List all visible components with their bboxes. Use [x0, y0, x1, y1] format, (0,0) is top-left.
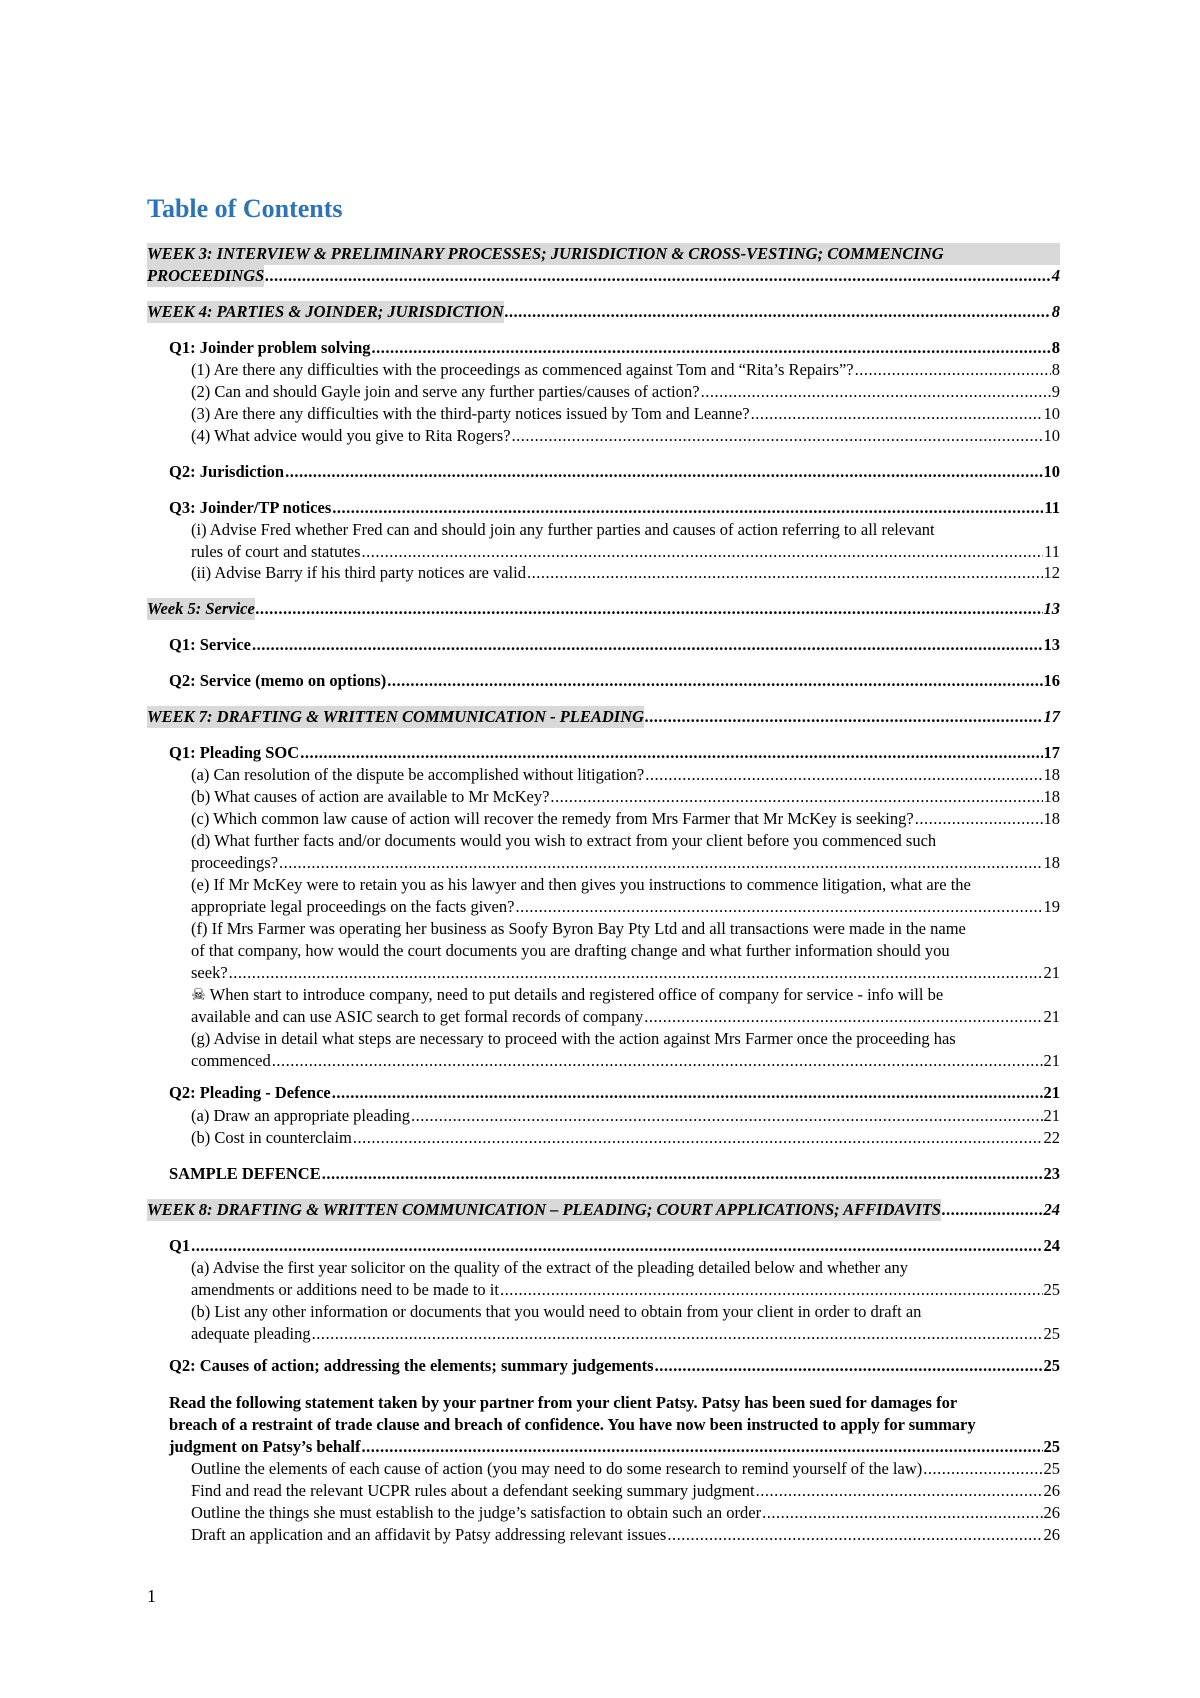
toc-entry[interactable] — [147, 1163, 1060, 1185]
toc-entry[interactable] — [147, 742, 1060, 764]
toc-entry-title: (1) Are there any difficulties with the proceedings as commenced against Tom and “Rita’s Repairs”? — [191, 360, 854, 379]
toc-entry[interactable] — [147, 381, 1060, 403]
toc-page-number: 21 — [1043, 1106, 1060, 1125]
toc-entry-title: commenced — [191, 1051, 271, 1070]
toc-page-number: 24 — [1043, 1236, 1060, 1255]
dot-leader — [229, 962, 1043, 984]
dot-leader — [645, 764, 1042, 786]
dot-leader — [855, 359, 1051, 381]
toc-entry-title: (3) Are there any difficulties with the third-party notices issued by Tom and Leanne? — [191, 404, 750, 423]
toc-page-number: 9 — [1051, 382, 1060, 401]
toc-entry[interactable] — [147, 670, 1060, 692]
toc-entry[interactable] — [147, 918, 1060, 984]
toc-entry[interactable] — [147, 1235, 1060, 1257]
dot-leader — [512, 425, 1043, 447]
toc-entry[interactable] — [147, 830, 1060, 874]
toc-entry[interactable] — [147, 1355, 1060, 1377]
toc-entry-title: (b) What causes of action are available to Mr McKey? — [191, 787, 550, 806]
toc-entry-title: available and can use ASIC search to get formal records of company — [191, 1007, 644, 1026]
toc-entry-line: (a) Advise the first year solicitor on the quality of the extract of the pleading detailed below and whether any — [191, 1258, 909, 1277]
toc-entry-title: (a) Draw an appropriate pleading — [191, 1106, 410, 1125]
toc-page-number: 13 — [1043, 635, 1060, 654]
toc-entry[interactable] — [147, 786, 1060, 808]
toc-entry-line: of that company, how would the court documents you are drafting change and what further information should you — [191, 941, 950, 960]
dot-leader — [372, 337, 1051, 359]
toc-entry-line: (i) Advise Fred whether Fred can and should join any further parties and causes of action referring to all relevant — [191, 520, 935, 539]
toc-page-number: 17 — [1043, 743, 1060, 762]
toc-entry-title: appropriate legal proceedings on the facts given? — [191, 897, 515, 916]
toc-page-number: 26 — [1043, 1525, 1060, 1544]
dot-leader — [923, 1458, 1042, 1480]
toc-entry-title: Q1: Joinder problem solving — [169, 338, 371, 357]
toc-page-number: 21 — [1043, 1083, 1060, 1102]
toc-entry[interactable] — [147, 497, 1060, 519]
toc-entry-line: WEEK 3: INTERVIEW & PRELIMINARY PROCESSES; JURISDICTION & CROSS-VESTING; COMMENCING — [147, 243, 1060, 265]
toc-entry-title: adequate pleading — [191, 1324, 311, 1343]
dot-leader — [300, 742, 1042, 764]
toc-page-number: 21 — [1043, 1051, 1060, 1070]
toc-entry-title: Week 5: Service — [147, 599, 255, 618]
dot-leader — [515, 896, 1042, 918]
dot-leader — [644, 1006, 1042, 1028]
toc-page-number: 24 — [1043, 1200, 1060, 1219]
dot-leader — [527, 562, 1043, 584]
toc-entry-title: Outline the things she must establish to the judge’s satisfaction to obtain such an order — [191, 1503, 762, 1522]
toc-page-number: 19 — [1043, 897, 1060, 916]
toc-entry-title: rules of court and statutes — [191, 542, 361, 561]
toc-entry-title: (b) Cost in counterclaim — [191, 1128, 352, 1147]
toc-page-number: 12 — [1043, 563, 1060, 582]
dot-leader — [272, 1050, 1043, 1072]
toc-entry[interactable] — [147, 874, 1060, 918]
toc-page-number: 26 — [1043, 1481, 1060, 1500]
dot-leader — [353, 1127, 1043, 1149]
toc-entry[interactable] — [147, 1524, 1060, 1546]
toc-page-number: 18 — [1043, 809, 1060, 828]
toc-entry-line: (d) What further facts and/or documents would you wish to extract from your client before you commenced such — [191, 831, 937, 850]
dot-leader — [332, 497, 1043, 519]
toc-entry[interactable] — [147, 1082, 1060, 1104]
dot-leader — [667, 1524, 1042, 1546]
toc-page-number: 8 — [1051, 360, 1060, 379]
dot-leader — [256, 598, 1043, 620]
toc-entry-line: breach of a restraint of trade clause and breach of confidence. You have now been instructed to apply for summary — [169, 1415, 976, 1434]
toc-page-number: 10 — [1043, 462, 1060, 481]
toc-page-number: 10 — [1043, 426, 1060, 445]
toc-entry[interactable] — [147, 461, 1060, 483]
dot-leader — [550, 786, 1042, 808]
toc-page-number: 21 — [1043, 1007, 1060, 1026]
toc-page-number: 8 — [1051, 338, 1060, 357]
toc-entry-line: ☠ When start to introduce company, need to put details and registered office of company for service - info will be — [191, 985, 944, 1004]
toc-entry[interactable] — [147, 1458, 1060, 1480]
toc-entry-line: (b) List any other information or documents that you would need to obtain from your client in order to draft an — [191, 1302, 922, 1321]
toc-page-number: 16 — [1043, 671, 1060, 690]
toc-entry-title: PROCEEDINGS — [147, 266, 265, 285]
toc-entry-title: Q1: Service — [169, 635, 252, 654]
dot-leader — [655, 1355, 1043, 1377]
toc-entry-title: WEEK 4: PARTIES & JOINDER; JURISDICTION — [147, 302, 504, 321]
toc-entry[interactable] — [147, 337, 1060, 359]
toc-entry-title: Q1 — [169, 1236, 191, 1255]
page-number: 1 — [147, 1586, 156, 1606]
toc-entry[interactable] — [147, 1257, 1060, 1301]
dot-leader — [645, 706, 1042, 728]
toc-page-number: 21 — [1043, 963, 1060, 982]
dot-leader — [252, 634, 1042, 656]
toc-entry[interactable] — [147, 1480, 1060, 1502]
dot-leader — [701, 381, 1051, 403]
toc-entry-line: (e) If Mr McKey were to retain you as his lawyer and then gives you instructions to commence litigation, what are the — [191, 875, 971, 894]
toc-page-number: 18 — [1043, 765, 1060, 784]
dot-leader — [285, 461, 1042, 483]
toc-entry-title: amendments or additions need to be made to it — [191, 1280, 499, 1299]
toc-entry[interactable] — [147, 359, 1060, 381]
dot-leader — [762, 1502, 1042, 1524]
toc-page-number: 18 — [1043, 787, 1060, 806]
dot-leader — [312, 1323, 1043, 1345]
toc-page-number: 8 — [1051, 302, 1060, 321]
toc-entry-title: Q2: Causes of action; addressing the elements; summary judgements — [169, 1356, 654, 1375]
toc-entry[interactable] — [147, 1392, 1060, 1458]
dot-leader — [362, 541, 1044, 563]
toc-entry[interactable] — [147, 808, 1060, 830]
dot-leader — [942, 1199, 1043, 1221]
toc-page-number: 11 — [1044, 498, 1060, 517]
toc-entry-title: Draft an application and an affidavit by Patsy addressing relevant issues — [191, 1525, 667, 1544]
toc-entry[interactable] — [147, 1301, 1060, 1345]
toc-entry[interactable] — [147, 764, 1060, 786]
dot-leader — [322, 1163, 1043, 1185]
dot-leader — [505, 301, 1051, 323]
toc-entry[interactable] — [147, 1105, 1060, 1127]
toc-entry-title: seek? — [191, 963, 228, 982]
toc-page-number: 25 — [1043, 1437, 1060, 1456]
dot-leader — [751, 403, 1043, 425]
toc-entry-line: (g) Advise in detail what steps are necessary to proceed with the action against Mrs Farmer once the proceeding has — [191, 1029, 956, 1048]
toc-entry[interactable] — [147, 1502, 1060, 1524]
dot-leader — [332, 1082, 1043, 1104]
toc-entry[interactable] — [147, 598, 1060, 620]
toc-entry-line: (f) If Mrs Farmer was operating her business as Soofy Byron Bay Pty Ltd and all transactions were made in the name — [191, 919, 966, 938]
toc-entry[interactable] — [147, 634, 1060, 656]
toc-page-number: 26 — [1043, 1503, 1060, 1522]
dot-leader — [361, 1436, 1042, 1458]
toc-entry-title: Q3: Joinder/TP notices — [169, 498, 332, 517]
toc-entry-title: proceedings? — [191, 853, 279, 872]
toc-entry[interactable] — [147, 403, 1060, 425]
toc-page-number: 10 — [1043, 404, 1060, 423]
toc-entry[interactable] — [147, 243, 1060, 287]
toc-entry-title: Q2: Service (memo on options) — [169, 671, 387, 690]
toc-entry[interactable] — [147, 1199, 1060, 1221]
toc-entry-title: Q1: Pleading SOC — [169, 743, 300, 762]
toc-entry[interactable] — [147, 1028, 1060, 1072]
toc-entry-title: (c) Which common law cause of action will recover the remedy from Mrs Farmer that Mr McKey is seeking? — [191, 809, 914, 828]
toc-entry[interactable] — [147, 706, 1060, 728]
toc-page-number: 18 — [1043, 853, 1060, 872]
toc-entry-title: (4) What advice would you give to Rita Rogers? — [191, 426, 511, 445]
toc-page-number: 25 — [1043, 1459, 1060, 1478]
toc-entry-title: Find and read the relevant UCPR rules about a defendant seeking summary judgment — [191, 1481, 755, 1500]
toc-entry-title: (a) Can resolution of the dispute be accomplished without litigation? — [191, 765, 645, 784]
toc-page-number: 25 — [1043, 1324, 1060, 1343]
dot-leader — [411, 1105, 1043, 1127]
toc-page-number: 11 — [1044, 542, 1060, 561]
dot-leader — [279, 852, 1042, 874]
toc-entry-title: WEEK 8: DRAFTING & WRITTEN COMMUNICATION – PLEADING; COURT APPLICATIONS; AFFIDAVITS — [147, 1200, 941, 1219]
toc-entry-title: (ii) Advise Barry if his third party notices are valid — [191, 563, 526, 582]
toc-entry-title: SAMPLE DEFENCE — [169, 1164, 321, 1183]
dot-leader — [756, 1480, 1043, 1502]
toc-entry[interactable] — [147, 562, 1060, 584]
toc-page-number: 25 — [1043, 1356, 1060, 1375]
toc-page-number: 22 — [1043, 1128, 1060, 1147]
toc-page-number: 4 — [1051, 266, 1060, 285]
dot-leader — [265, 265, 1050, 287]
toc-entry-title: Outline the elements of each cause of action (you may need to do some research to remind yourself of the law) — [191, 1459, 923, 1478]
toc-page-number: 23 — [1043, 1164, 1060, 1183]
toc-entry-title: judgment on Patsy’s behalf — [169, 1437, 361, 1456]
dot-leader — [915, 808, 1043, 830]
toc-entry[interactable] — [147, 519, 1060, 563]
toc-entry-title: WEEK 7: DRAFTING & WRITTEN COMMUNICATION - PLEADING — [147, 707, 645, 726]
dot-leader — [387, 670, 1042, 692]
dot-leader — [191, 1235, 1042, 1257]
toc-page-number: 17 — [1043, 707, 1060, 726]
toc-entry-line: Read the following statement taken by your partner from your client Patsy. Patsy has been sued for damages for — [169, 1393, 958, 1412]
toc-page-number: 25 — [1043, 1280, 1060, 1299]
toc-entry-title: (2) Can and should Gayle join and serve any further parties/causes of action? — [191, 382, 700, 401]
toc-entry[interactable] — [147, 301, 1060, 323]
toc-entry[interactable] — [147, 1127, 1060, 1149]
toc-title: Table of Contents — [147, 194, 343, 223]
toc-entry[interactable] — [147, 984, 1060, 1028]
toc-entry-title: Q2: Jurisdiction — [169, 462, 285, 481]
dot-leader — [500, 1279, 1043, 1301]
toc-page-number: 13 — [1043, 599, 1060, 618]
toc-entry[interactable] — [147, 425, 1060, 447]
toc-entry-title: Q2: Pleading - Defence — [169, 1083, 331, 1102]
